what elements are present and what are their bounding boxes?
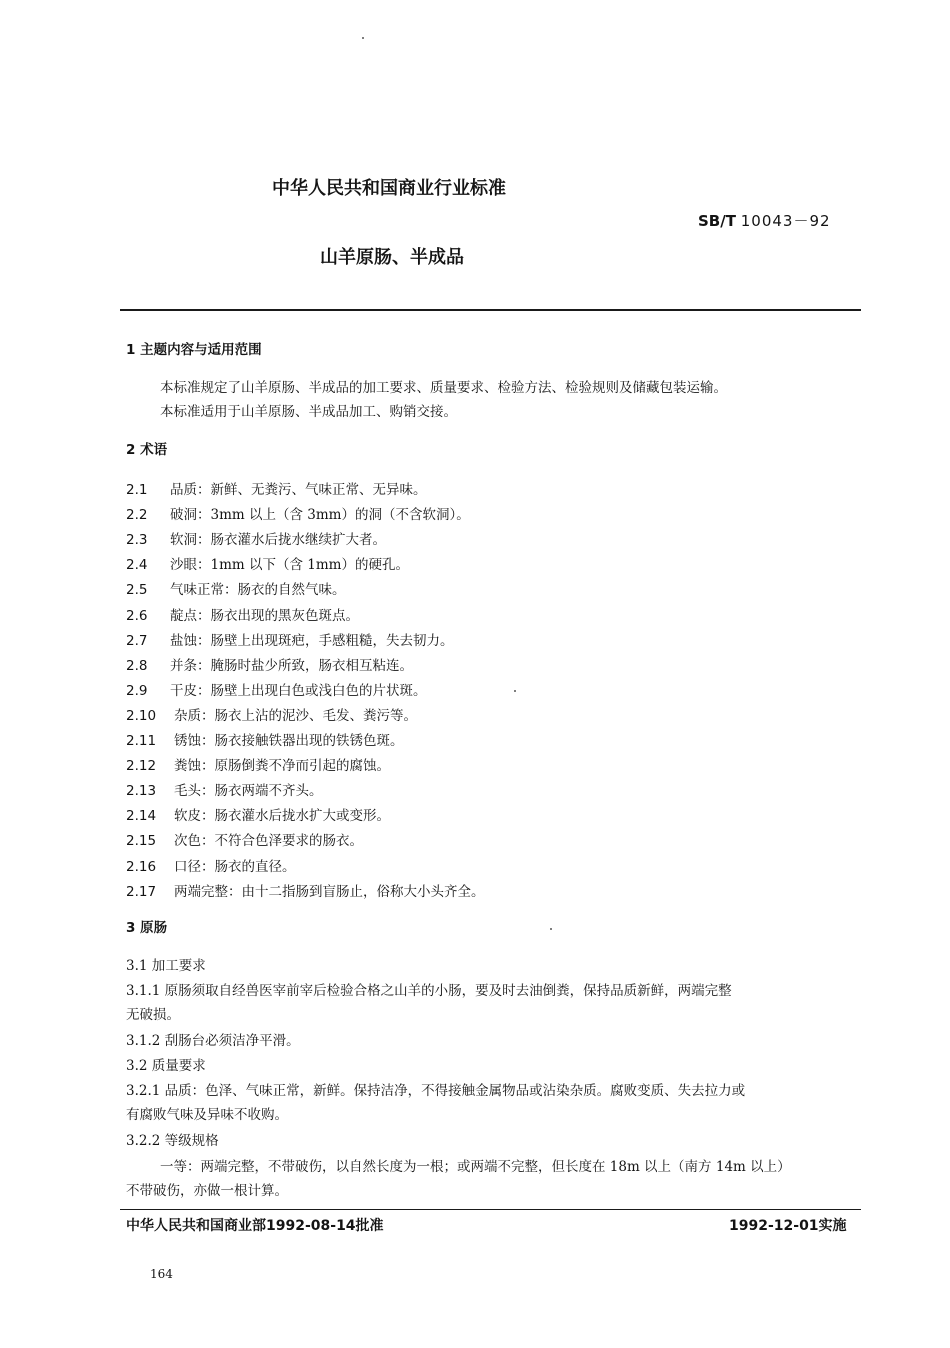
term-definition: 口径：肠衣的直径。 [174, 859, 296, 875]
clause-3-1-2: 3.1.2 刮肠台必须洁净平滑。 [126, 1033, 300, 1049]
term-item [126, 656, 413, 676]
term-number: 2.12 [126, 758, 157, 774]
scan-speck [362, 37, 364, 39]
term-number: 2.13 [126, 783, 157, 799]
term-item [126, 555, 409, 575]
term-number: 2.3 [126, 532, 148, 548]
clause-3-2: 3.2 质量要求 [126, 1058, 206, 1074]
term-number: 2.6 [126, 608, 148, 624]
term-definition: 沙眼：1mm 以下（含 1mm）的硬孔。 [170, 557, 409, 573]
grade-first-class-line-1: 一等：两端完整，不带破伤，以自然长度为一根；或两端不完整，但长度在 18m 以上（南方 14m 以上） [160, 1159, 791, 1175]
term-number: 2.17 [126, 884, 157, 900]
scan-speck [514, 690, 516, 692]
term-item [126, 731, 404, 751]
term-item [126, 681, 427, 701]
term-number: 2.1 [126, 482, 148, 498]
effective-date: 1992-12-01实施 [729, 1218, 847, 1234]
term-definition: 粪蚀：原肠倒粪不净而引起的腐蚀。 [174, 758, 390, 774]
term-item [126, 480, 427, 500]
page-number: 164 [150, 1267, 173, 1281]
term-definition: 杂质：肠衣上沾的泥沙、毛发、粪污等。 [174, 708, 417, 724]
approval-line: 中华人民共和国商业部1992-08-14批准 [126, 1218, 384, 1234]
term-definition: 软皮：肠衣灌水后拢水扩大或变形。 [174, 808, 390, 824]
term-number: 2.5 [126, 582, 148, 598]
term-definition: 软洞：肠衣灌水后拢水继续扩大者。 [170, 532, 386, 548]
standard-code-prefix: SB/T [698, 212, 736, 230]
term-item [126, 606, 359, 626]
clause-3-2-1-line-2: 有腐败气味及异味不收购。 [126, 1107, 288, 1123]
top-divider [120, 309, 861, 311]
term-item [126, 505, 470, 525]
standard-code [698, 210, 831, 231]
term-item [126, 857, 296, 877]
term-definition: 锈蚀：肠衣接触铁器出现的铁锈色斑。 [174, 733, 404, 749]
section-1-heading: 1 主题内容与适用范围 [126, 342, 262, 358]
clause-3-1-1-line-1: 3.1.1 原肠须取自经兽医宰前宰后检验合格之山羊的小肠，要及时去油倒粪，保持品质新鲜，两端完整 [126, 983, 732, 999]
term-item [126, 882, 485, 902]
scan-speck [550, 928, 552, 930]
term-definition: 品质：新鲜、无粪污、气味正常、无异味。 [170, 482, 427, 498]
section-2-heading: 2 术语 [126, 442, 168, 458]
term-item [126, 781, 323, 801]
document-title: 山羊原肠、半成品 [320, 247, 464, 268]
standard-code-number: 10043－92 [740, 212, 831, 230]
term-item [126, 530, 386, 550]
term-definition: 次色：不符合色泽要求的肠衣。 [174, 833, 363, 849]
term-definition: 靛点：肠衣出现的黑灰色斑点。 [170, 608, 359, 624]
clause-3-2-2: 3.2.2 等级规格 [126, 1133, 219, 1149]
clause-3-1: 3.1 加工要求 [126, 958, 206, 974]
term-number: 2.8 [126, 658, 148, 674]
term-number: 2.2 [126, 507, 148, 523]
term-number: 2.9 [126, 683, 148, 699]
term-number: 2.15 [126, 833, 157, 849]
term-definition: 并条：腌肠时盐少所致，肠衣相互粘连。 [170, 658, 413, 674]
term-definition: 气味正常：肠衣的自然气味。 [170, 582, 346, 598]
clause-3-1-1-line-2: 无破损。 [126, 1007, 180, 1023]
issuer-title: 中华人民共和国商业行业标准 [272, 178, 506, 199]
term-item [126, 631, 454, 651]
term-number: 2.4 [126, 557, 148, 573]
term-number: 2.11 [126, 733, 157, 749]
section-1-paragraph-2: 本标准适用于山羊原肠、半成品加工、购销交接。 [160, 404, 457, 420]
term-item [126, 706, 417, 726]
clause-3-2-1-line-1: 3.2.1 品质：色泽、气味正常，新鲜。保持洁净，不得接触金属物品或沾染杂质。腐败变质、失去拉力或 [126, 1083, 746, 1099]
term-definition: 破洞：3mm 以上（含 3mm）的洞（不含软洞）。 [170, 507, 470, 523]
grade-first-class-line-2: 不带破伤，亦做一根计算。 [126, 1183, 288, 1199]
section-1-paragraph-1: 本标准规定了山羊原肠、半成品的加工要求、质量要求、检验方法、检验规则及储藏包装运输。 [160, 380, 727, 396]
bottom-divider [120, 1209, 861, 1210]
term-number: 2.10 [126, 708, 157, 724]
term-definition: 毛头：肠衣两端不齐头。 [174, 783, 323, 799]
term-number: 2.16 [126, 859, 157, 875]
term-number: 2.14 [126, 808, 157, 824]
term-item [126, 756, 390, 776]
term-definition: 干皮：肠壁上出现白色或浅白色的片状斑。 [170, 683, 427, 699]
term-definition: 两端完整：由十二指肠到盲肠止，俗称大小头齐全。 [174, 884, 485, 900]
term-item [126, 831, 363, 851]
term-item [126, 806, 390, 826]
term-definition: 盐蚀：肠壁上出现斑疤，手感粗糙，失去韧力。 [170, 633, 454, 649]
term-number: 2.7 [126, 633, 148, 649]
section-3-heading: 3 原肠 [126, 920, 168, 936]
term-item [126, 580, 346, 600]
